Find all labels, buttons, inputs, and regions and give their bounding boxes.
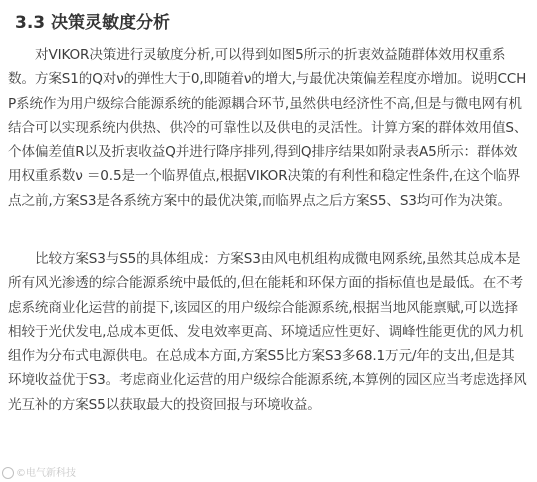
section-title: 3.3 决策灵敏度分析: [15, 13, 171, 33]
watermark-logo-icon: [2, 467, 14, 479]
watermark: [2, 467, 76, 480]
watermark-text: ©电气新科技: [16, 468, 76, 479]
paragraph-sensitivity-analysis: 对VIKOR决策进行灵敏度分析,可以得到如图5所示的折衷效益随群体效用权重系数。方案S1的Q对ν的弹性大于0,即随着ν的增大,与最优决策偏差程度亦增加。说明CCHP系统作为用户级综合能源系统的能源耦合环节,虽然供电经济性不高,但是与微电网有机结合可以实现系统内供热、供冷的可靠性以及供电的灵活性。计算方案的群体效用值S、个体偏差值R以及折衷收益Q并进行降序排列,得到Q排序结果如附录表A5所示：群体效用权重系数ν ＝0.5是一个临界值点,根据VIKOR决策的有利性和稳定性条件,在这个临界点之前,方案S3是各系统方案中的最优决策,而临界点之后方案S5、S3均可作为决策。: [8, 47, 528, 209]
paragraph-scheme-comparison: 比较方案S3与S5的具体组成：方案S3由风电机组构成微电网系统,虽然其总成本是所有风光渗透的综合能源系统中最低的,但在能耗和环保方面的指标值也是最低。在不考虑系统商业化运营的前提下,该园区的用户级综合能源系统,根据当地风能禀赋,可以选择相较于光伏发电,总成本更低、发电效率更高、环境适应性更好、调峰性能更优的风力机组作为分布式电源供电。在总成本方面,方案S5比方案S3多68.1万元/年的支出,但是其环境收益优于S3。考虑商业化运营的用户级综合能源系统,本算例的园区应当考虑选择风光互补的方案S5以获取最大的投资回报与环境收益。: [8, 251, 527, 413]
